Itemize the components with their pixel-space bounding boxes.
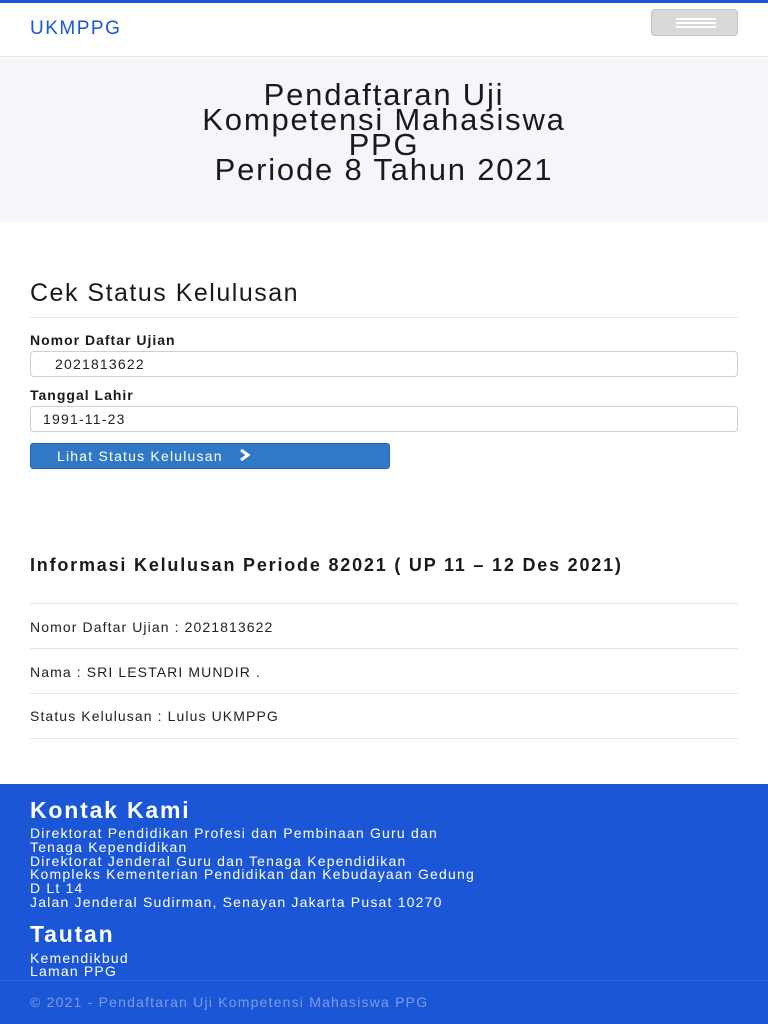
copyright-text: © 2021 - Pendaftaran Uji Kompetensi Mahasiswa PPG bbox=[30, 994, 429, 1010]
nomor-daftar-label: Nomor Daftar Ujian bbox=[30, 332, 176, 348]
link-laman-ppg[interactable]: Laman PPG bbox=[30, 963, 118, 979]
brand-link[interactable]: UKMPPG bbox=[30, 18, 122, 39]
footer bbox=[0, 784, 768, 980]
contact-line: D Lt 14 bbox=[30, 880, 84, 897]
hamburger-icon-line bbox=[676, 26, 716, 28]
info-row-status: Status Kelulusan : Lulus UKMPPG bbox=[30, 708, 279, 724]
divider bbox=[30, 693, 738, 694]
contact-address bbox=[30, 827, 740, 910]
tanggal-lahir-input[interactable] bbox=[30, 406, 738, 432]
divider bbox=[30, 648, 738, 649]
divider bbox=[30, 317, 738, 318]
page-title bbox=[0, 77, 768, 187]
divider bbox=[30, 603, 738, 604]
link-kemendikbud[interactable]: Kemendikbud bbox=[30, 950, 129, 966]
contact-line: Direktorat Jenderal Guru dan Tenaga Kependidikan bbox=[30, 852, 407, 869]
hero-banner bbox=[0, 58, 768, 222]
nomor-daftar-input[interactable] bbox=[30, 351, 738, 377]
divider bbox=[30, 738, 738, 739]
contact-line: Kompleks Kementerian Pendidikan dan Kebudayaan Gedung bbox=[30, 866, 475, 883]
contact-line: Tenaga Kependidikan bbox=[30, 838, 188, 855]
footer-links bbox=[30, 952, 740, 978]
navbar bbox=[0, 3, 768, 57]
copyright-bar bbox=[0, 980, 768, 1024]
info-title: Informasi Kelulusan Periode 82021 ( UP 11 – 12 Des 2021) bbox=[30, 555, 623, 575]
hamburger-icon-line bbox=[676, 22, 716, 24]
page-title-line: Periode 8 Tahun 2021 bbox=[214, 152, 554, 187]
chevron-right-icon bbox=[238, 448, 252, 464]
info-row-nomor: Nomor Daftar Ujian : 2021813622 bbox=[30, 619, 274, 635]
page-title-line: PPG bbox=[348, 127, 420, 162]
menu-toggle-button[interactable] bbox=[651, 9, 738, 36]
tanggal-lahir-label: Tanggal Lahir bbox=[30, 387, 134, 403]
page-title-line: Pendaftaran Uji bbox=[263, 77, 505, 112]
hamburger-icon bbox=[676, 18, 716, 20]
contact-line: Jalan Jenderal Sudirman, Senayan Jakarta Pusat 10270 bbox=[30, 893, 443, 910]
contact-line: Direktorat Pendidikan Profesi dan Pembinaan Guru dan bbox=[30, 825, 438, 841]
check-status-button[interactable] bbox=[30, 443, 390, 469]
links-heading: Tautan bbox=[30, 921, 115, 947]
check-status-button-label: Lihat Status Kelulusan bbox=[57, 448, 223, 464]
page-title-line: Kompetensi Mahasiswa bbox=[202, 102, 566, 137]
contact-heading: Kontak Kami bbox=[30, 797, 191, 823]
info-row-nama: Nama : SRI LESTARI MUNDIR . bbox=[30, 664, 261, 680]
form-title: Cek Status Kelulusan bbox=[30, 279, 300, 307]
